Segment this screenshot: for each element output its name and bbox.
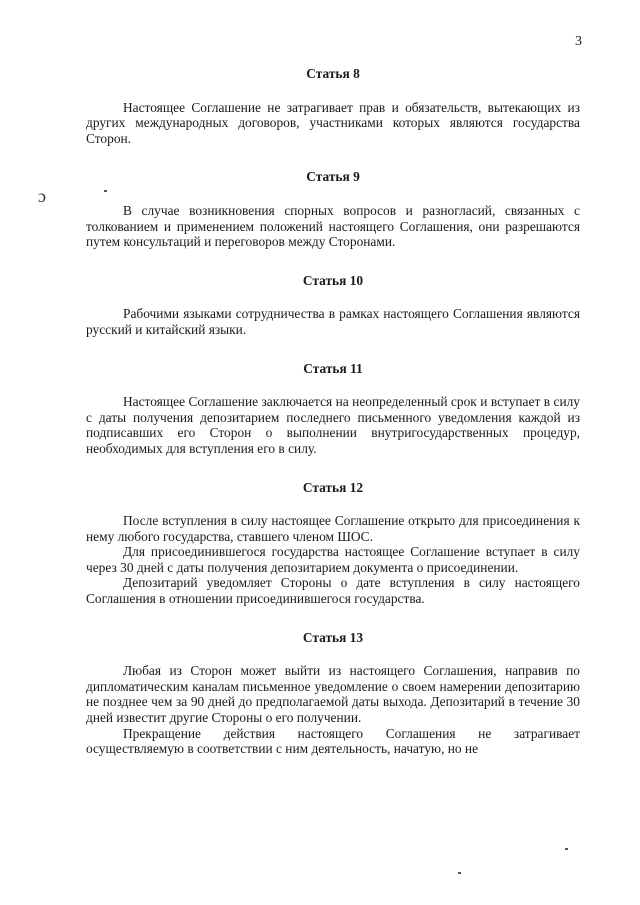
- article-paragraph: Рабочими языками сотрудничества в рамках настоящего Соглашения являются русский и китайский языки.: [86, 306, 580, 337]
- scan-artifact-mark: ɔ: [38, 186, 46, 206]
- article-heading: Статья 9: [306, 169, 360, 185]
- article-paragraph: После вступления в силу настоящее Соглашение открыто для присоединения к нему любого государства, ставшего членом ШОС.: [86, 513, 580, 544]
- article-10: [86, 273, 580, 338]
- article-heading: Статья 10: [302, 272, 364, 288]
- article-paragraph: Для присоединившегося государства настоящее Соглашение вступает в силу через 30 дней с даты получения депозитарием документа о присоединении.: [86, 544, 580, 575]
- article-11: [86, 361, 580, 457]
- article-9: [86, 169, 580, 249]
- scan-speck: [458, 872, 461, 874]
- article-paragraph: В случае возникновения спорных вопросов и разногласий, связанных с толкованием и применением положений настоящего Соглашения, они разрешаются путем консультаций и переговоров между Сторонами.: [86, 202, 580, 250]
- article-heading: Статья 13: [302, 629, 364, 645]
- article-12: [86, 480, 580, 607]
- article-heading: Статья 11: [303, 360, 363, 376]
- article-paragraph: Настоящее Соглашение заключается на неопределенный срок и вступает в силу с даты получения депозитарием последнего письменного уведомления каждой из подписавших его Сторон о выполнении внутригосударственных процедур, необходимых для вступления его в силу.: [86, 394, 580, 456]
- article-paragraph: Прекращение действия настоящего Соглашения не затрагивает осуществляемую в соответствии с ним деятельность, начатую, но не: [86, 725, 580, 757]
- article-8: [86, 66, 580, 146]
- article-heading: Статья 12: [302, 479, 364, 495]
- article-paragraph: Настоящее Соглашение не затрагивает прав и обязательств, вытекающих из других международных договоров, участниками которых являются государства Сторон.: [86, 99, 580, 146]
- scan-speck: [565, 848, 568, 850]
- page-number: 3: [575, 34, 582, 49]
- article-heading: Статья 8: [306, 66, 360, 81]
- article-13: [86, 630, 580, 757]
- article-paragraph: Любая из Сторон может выйти из настоящего Соглашения, направив по дипломатическим каналам письменное уведомление о своем намерении депозитарию не позднее чем за 90 дней до предполагаемой даты выхода. Депозитарий в течение 30 дней известит другие Стороны о его получении.: [86, 663, 580, 726]
- document-body: [86, 66, 580, 780]
- article-paragraph: Депозитарий уведомляет Стороны о дате вступления в силу настоящего Соглашения в отношении присоединившегося государства.: [86, 575, 580, 607]
